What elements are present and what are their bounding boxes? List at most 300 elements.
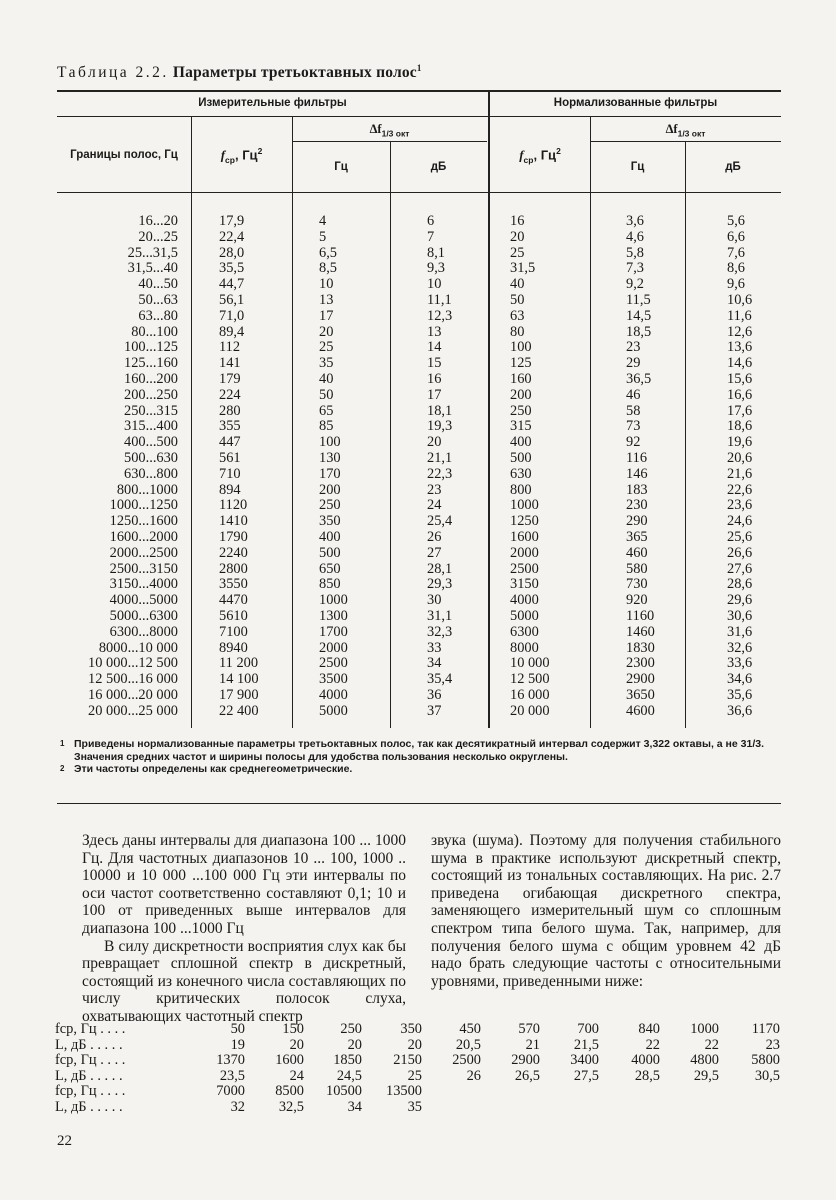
page-number: 22 [57, 1133, 72, 1149]
freq-table-cell: 250 [340, 1021, 362, 1037]
freq-table-cell: 1170 [751, 1021, 780, 1037]
table-cell-band: 80...100 [131, 323, 178, 340]
table-cell-band: 2500...3150 [109, 560, 178, 577]
table-cell-df-hz-norm: 92 [626, 434, 641, 451]
table-cell-df-hz: 6,5 [319, 244, 337, 261]
caption-footnote-mark: 1 [416, 63, 422, 73]
column-bands [60, 214, 178, 720]
table-cell-df-hz: 1700 [319, 623, 348, 640]
table-cell-df-db-norm: 7,6 [727, 244, 745, 261]
table-cell-df-db-norm: 36,6 [727, 702, 753, 719]
table-cell-fcp: 11 200 [219, 655, 259, 672]
table-cell-band: 800...1000 [116, 481, 178, 498]
freq-table-cell: 21,5 [573, 1036, 599, 1053]
table-cell-fcp-norm: 6300 [510, 623, 539, 640]
freq-table-cell: 25 [407, 1067, 422, 1084]
table-cell-df-db: 24 [427, 497, 442, 514]
table-cell-band: 200...250 [124, 386, 178, 403]
table-cell-df-db: 21,1 [427, 449, 453, 466]
table-cell-fcp: 447 [219, 434, 241, 451]
freq-table-col [610, 1022, 660, 1084]
table-bottom-rule [57, 803, 781, 804]
table-cell-df-db-norm: 23,6 [727, 497, 753, 514]
freq-table-row-label: L, дБ . . . . . [55, 1067, 123, 1084]
table-cell-df-hz: 65 [319, 402, 334, 419]
table-cell-df-db-norm: 32,6 [727, 639, 753, 656]
table-cell-fcp-norm: 100 [510, 339, 532, 356]
freq-table-cell: 24,5 [336, 1067, 362, 1084]
header-fcp-norm: $f_{ср}$, $Гц^2$ [519, 146, 561, 165]
table-cell-fcp-norm: 4000 [510, 592, 539, 609]
table-cell-fcp: 3550 [219, 576, 248, 593]
column-fcp-norm [510, 214, 580, 720]
footnote-2: 2 Эти частоты определены как среднегеометрические. [60, 763, 353, 775]
freq-table-cell: 20 [289, 1036, 304, 1053]
table-cell-df-db: 13 [427, 323, 442, 340]
freq-table-cell: 23 [765, 1036, 780, 1053]
table-cell-df-hz: 850 [319, 576, 341, 593]
table-cell-fcp: 8940 [219, 639, 248, 656]
table-cell-df-db: 6 [427, 213, 435, 229]
header-bands: Границы полос, Гц [70, 149, 178, 161]
freq-table-cell: 24 [289, 1067, 304, 1084]
table-cell-df-db-norm: 20,6 [727, 449, 753, 466]
col-divider-2 [292, 116, 293, 728]
table-cell-band: 630...800 [124, 465, 178, 482]
table-cell-df-hz: 350 [319, 513, 341, 530]
group-divider [488, 92, 490, 728]
freq-table-cell: 8500 [275, 1083, 304, 1100]
freq-table-cell: 10500 [326, 1083, 362, 1100]
freq-table-cell: 27,5 [573, 1067, 599, 1084]
freq-table-cell: 32 [230, 1098, 245, 1115]
freq-table-col [669, 1022, 719, 1084]
table-cell-df-hz-norm: 365 [626, 528, 648, 545]
table-cell-df-hz-norm: 5,8 [626, 244, 644, 261]
table-cell-fcp: 112 [219, 339, 241, 356]
table-cell-fcp: 710 [219, 465, 241, 482]
table-cell-df-hz-norm: 460 [626, 544, 648, 561]
table-cell-band: 4000...5000 [109, 592, 178, 609]
table-cell-df-db-norm: 5,6 [727, 213, 745, 229]
table-cell-fcp-norm: 16 000 [510, 686, 550, 703]
table-cell-fcp-norm: 250 [510, 402, 532, 419]
table-cell-df-db-norm: 9,6 [727, 276, 745, 293]
table-cell-df-db: 33 [427, 639, 442, 656]
table-cell-df-hz-norm: 230 [626, 497, 648, 514]
table-cell-df-hz: 130 [319, 449, 341, 466]
table-cell-df-db-norm: 19,6 [727, 434, 753, 451]
table-cell-band: 5000...6300 [109, 607, 178, 624]
table-cell-fcp-norm: 315 [510, 418, 532, 435]
header-fcp-measured: $f_{ср}$, $Гц^2$ [220, 146, 263, 165]
freq-table-labels [55, 1022, 185, 1116]
col-divider-1 [191, 116, 192, 728]
table-cell-fcp: 894 [219, 481, 241, 498]
table-cell-band: 50...63 [138, 291, 178, 308]
table-cell-df-hz-norm: 2900 [626, 671, 655, 688]
freq-table-row-label: L, дБ . . . . . [55, 1098, 123, 1115]
header-rule-1 [57, 116, 781, 117]
table-cell-fcp: 35,5 [219, 260, 245, 277]
table-cell-band: 250...315 [124, 402, 178, 419]
table-cell-df-db: 11,1 [427, 291, 452, 308]
table-cell-fcp-norm: 20 [510, 228, 525, 245]
table-cell-df-hz-norm: 730 [626, 576, 648, 593]
freq-table-cell: 2150 [393, 1052, 422, 1069]
table-cell-df-db-norm: 13,6 [727, 339, 753, 356]
table-cell-fcp-norm: 2500 [510, 560, 539, 577]
freq-table-cell: 26,5 [514, 1067, 540, 1084]
table-cell-fcp: 56,1 [219, 291, 245, 308]
header-normalized: Нормализованные фильтры [553, 97, 718, 109]
table-cell-df-hz-norm: 73 [626, 418, 641, 435]
table-cell-df-db-norm: 26,6 [727, 544, 753, 561]
table-cell-df-db: 20 [427, 434, 442, 451]
table-cell-df-db: 36 [427, 686, 442, 703]
table-cell-fcp-norm: 80 [510, 323, 525, 340]
freq-table-cell: 13500 [386, 1083, 422, 1100]
table-cell-band: 20 000...25 000 [88, 702, 178, 719]
body-left-paragraph-2: В силу дискретности восприятия слух как бы превращает сплошной спектр в дискретный, состоящий из конечного числа составляющих по числу критических полосок слуха, охватывающих частотный спектр [82, 937, 406, 1025]
table-cell-df-db: 22,3 [427, 465, 453, 482]
freq-table-col [549, 1022, 599, 1084]
table-cell-fcp: 561 [219, 449, 241, 466]
table-cell-band: 125...160 [124, 355, 178, 372]
table-cell-df-db-norm: 15,6 [727, 370, 753, 387]
table-cell-fcp-norm: 16 [510, 213, 525, 229]
table-cell-fcp: 17,9 [219, 213, 245, 229]
freq-table-cell: 21 [525, 1036, 540, 1053]
table-cell-df-hz-norm: 46 [626, 386, 641, 403]
table-cell-df-db-norm: 29,6 [727, 592, 753, 609]
table-cell-fcp: 22,4 [219, 228, 245, 245]
table-cell-fcp: 22 400 [219, 702, 259, 719]
freq-table-col [312, 1022, 362, 1116]
table-cell-df-db: 14 [427, 339, 442, 356]
table-cell-df-hz-norm: 3650 [626, 686, 655, 703]
freq-table-cell: 700 [577, 1021, 599, 1037]
table-cell-df-db: 30 [427, 592, 442, 609]
table-cell-fcp-norm: 5000 [510, 607, 539, 624]
table-cell-fcp-norm: 63 [510, 307, 525, 324]
freq-table-cell: 150 [282, 1021, 304, 1037]
freq-table-cell: 20 [407, 1036, 422, 1053]
freq-table-cell: 22 [704, 1036, 719, 1053]
table-cell-df-db-norm: 30,6 [727, 607, 753, 624]
freq-table-cell: 2500 [452, 1052, 481, 1069]
col-divider-3 [390, 141, 391, 728]
table-cell-df-db: 28,1 [427, 560, 453, 577]
table-cell-df-db-norm: 16,6 [727, 386, 753, 403]
freq-table-col [490, 1022, 540, 1084]
table-cell-fcp: 1790 [219, 528, 248, 545]
table-cell-band: 8000...10 000 [98, 639, 178, 656]
freq-table-cell: 34 [347, 1098, 362, 1115]
table-cell-df-db-norm: 10,6 [727, 291, 753, 308]
table-cell-df-db: 12,3 [427, 307, 453, 324]
table-cell-band: 6300...8000 [109, 623, 178, 640]
body-right-paragraph-1: звука (шума). Поэтому для получения стабильного шума в практике используют дискретный спектр, состоящий из тональных составляющих. На рис. 2.7 приведена огибающая дискретного спектра, заменяющего измерительный шум со сплошным спектром типа белого шума. Так, например, для получения белого шума с общим уровнем 42 дБ надо брать следующие частоты с относительными уровнями, приведенными ниже: [431, 832, 781, 990]
table-cell-df-db: 8,1 [427, 244, 445, 261]
table-cell-df-db: 19,3 [427, 418, 453, 435]
freq-table-cell: 23,5 [219, 1067, 245, 1084]
freq-table-cell: 2900 [511, 1052, 540, 1069]
table-cell-fcp-norm: 800 [510, 481, 532, 498]
body-left-paragraph-1: Здесь даны интервалы для диапазона 100 ... 1000 Гц. Для частотных диапазонов 10 ... 100, 1000 .. 10000 и 10 000 ...100 000 Гц эти интервалы по оси частот соответственно составляют 0,1; 10 и 100 от приведенных выше интервалов для диапазона 100 ...1000 Гц [82, 832, 406, 937]
table-cell-df-db-norm: 21,6 [727, 465, 753, 482]
table-cell-fcp-norm: 8000 [510, 639, 539, 656]
table-cell-band: 160...200 [124, 370, 178, 387]
table-cell-fcp: 4470 [219, 592, 248, 609]
header-hz-norm: Гц [630, 161, 645, 173]
freq-table-cell: 28,5 [634, 1067, 660, 1084]
table-cell-df-db-norm: 14,6 [727, 355, 753, 372]
freq-table-cell: 26 [466, 1067, 481, 1084]
table-cell-df-hz: 1300 [319, 607, 348, 624]
freq-table-cell: 1000 [690, 1021, 719, 1037]
freq-table-cell: 29,5 [693, 1067, 719, 1084]
table-cell-fcp: 355 [219, 418, 241, 435]
freq-table-cell: 22 [645, 1036, 660, 1053]
table-cell-df-hz-norm: 920 [626, 592, 648, 609]
table-cell-df-db-norm: 12,6 [727, 323, 753, 340]
table-cell-band: 25...31,5 [127, 244, 178, 261]
table-cell-df-hz: 250 [319, 497, 341, 514]
table-cell-df-db: 32,3 [427, 623, 453, 640]
freq-table-cell: 20 [347, 1036, 362, 1053]
table-caption [57, 63, 422, 82]
table-cell-df-hz: 40 [319, 370, 334, 387]
table-cell-band: 31,5...40 [127, 260, 178, 277]
table-cell-fcp-norm: 20 000 [510, 702, 550, 719]
header-measuring: Измерительные фильтры [198, 97, 347, 109]
footnote-1: 1 Приведены нормализованные параметры третьоктавных полос, так как десятикратный интервал содержит 3,322 октавы, а не 31/3. Значения средних частот и ширины полосы для удобства пользования несколько округлены. [60, 738, 764, 763]
table-cell-df-hz: 3500 [319, 671, 348, 688]
table-cell-band: 63...80 [138, 307, 178, 324]
col-divider-5 [685, 141, 686, 728]
table-cell-df-hz: 8,5 [319, 260, 337, 277]
table-cell-df-db: 7 [427, 228, 435, 245]
footnotes [60, 738, 782, 776]
table-cell-df-hz: 5 [319, 228, 327, 245]
freq-table-col [431, 1022, 481, 1084]
header-bottom-rule [57, 192, 781, 193]
table-cell-df-hz-norm: 183 [626, 481, 648, 498]
table-cell-df-hz: 650 [319, 560, 341, 577]
table-cell-df-hz-norm: 4,6 [626, 228, 644, 245]
header-db-measured: дБ [430, 161, 447, 173]
table-cell-band: 16...20 [138, 213, 178, 229]
table-cell-fcp: 280 [219, 402, 241, 419]
table-cell-df-db-norm: 34,6 [727, 671, 753, 688]
freq-table-cell: 1600 [275, 1052, 304, 1069]
table-cell-fcp-norm: 31,5 [510, 260, 536, 277]
table-cell-fcp: 14 100 [219, 671, 259, 688]
table-cell-df-db-norm: 18,6 [727, 418, 753, 435]
table-cell-df-db: 9,3 [427, 260, 445, 277]
table-cell-fcp: 28,0 [219, 244, 245, 261]
freq-table-row-label: fср, Гц . . . . [55, 1052, 126, 1069]
table-cell-df-hz-norm: 11,5 [626, 291, 651, 308]
table-cell-fcp-norm: 200 [510, 386, 532, 403]
table-cell-fcp: 5610 [219, 607, 248, 624]
table-cell-df-db-norm: 6,6 [727, 228, 745, 245]
table-cell-fcp-norm: 50 [510, 291, 525, 308]
column-df-db-measured [427, 214, 487, 720]
table-cell-df-hz: 20 [319, 323, 334, 340]
table-cell-fcp-norm: 160 [510, 370, 532, 387]
table-cell-df-db: 15 [427, 355, 442, 372]
table-cell-fcp-norm: 10 000 [510, 655, 550, 672]
column-df-hz-measured [319, 214, 379, 720]
table-cell-df-db-norm: 22,6 [727, 481, 753, 498]
table-cell-df-hz: 50 [319, 386, 334, 403]
table-cell-df-db-norm: 35,6 [727, 686, 753, 703]
column-fcp-measured [219, 214, 279, 720]
table-cell-df-hz-norm: 580 [626, 560, 648, 577]
table-cell-df-hz-norm: 290 [626, 513, 648, 530]
table-cell-df-hz: 25 [319, 339, 334, 356]
table-cell-df-hz: 4000 [319, 686, 348, 703]
table-cell-band: 20...25 [138, 228, 178, 245]
table-cell-fcp: 141 [219, 355, 241, 372]
table-cell-df-db-norm: 33,6 [727, 655, 753, 672]
freq-table-cell: 7000 [216, 1083, 245, 1100]
table-cell-df-hz: 35 [319, 355, 334, 372]
table-cell-df-db-norm: 24,6 [727, 513, 753, 530]
table-cell-df-hz-norm: 146 [626, 465, 648, 482]
header-df-measured: $\Delta f_{1/3 окт}$ [369, 122, 410, 139]
table-cell-band: 1000...1250 [109, 497, 178, 514]
table-cell-fcp-norm: 12 500 [510, 671, 550, 688]
table-cell-df-db-norm: 28,6 [727, 576, 753, 593]
freq-table-col [730, 1022, 780, 1084]
table-cell-fcp-norm: 2000 [510, 544, 539, 561]
table-cell-df-db: 18,1 [427, 402, 453, 419]
table-cell-band: 100...125 [124, 339, 178, 356]
freq-table-cell: 32,5 [278, 1098, 304, 1115]
body-right-column [431, 832, 781, 990]
table-cell-fcp: 71,0 [219, 307, 245, 324]
table-cell-df-hz: 10 [319, 276, 334, 293]
table-cell-df-hz-norm: 2300 [626, 655, 655, 672]
table-cell-fcp-norm: 125 [510, 355, 532, 372]
table-cell-fcp: 2800 [219, 560, 248, 577]
column-df-db-norm [727, 214, 781, 720]
table-cell-df-hz: 1000 [319, 592, 348, 609]
freq-table-cell: 3400 [570, 1052, 599, 1069]
table-cell-band: 3150...4000 [109, 576, 178, 593]
header-hz-measured: Гц [334, 161, 348, 173]
table-cell-df-db-norm: 31,6 [727, 623, 753, 640]
table-cell-fcp: 1120 [219, 497, 248, 514]
table-cell-df-hz-norm: 14,5 [626, 307, 652, 324]
table-cell-fcp-norm: 400 [510, 434, 532, 451]
freq-table-cell: 20,5 [455, 1036, 481, 1053]
table-cell-df-hz: 4 [319, 213, 327, 229]
header-db-norm: дБ [725, 161, 741, 173]
table-cell-band: 1600...2000 [109, 528, 178, 545]
table-cell-band: 2000...2500 [109, 544, 178, 561]
table-cell-fcp-norm: 1250 [510, 513, 539, 530]
table-cell-df-hz-norm: 1830 [626, 639, 655, 656]
table-cell-fcp-norm: 1000 [510, 497, 539, 514]
freq-table-col [195, 1022, 245, 1116]
table-cell-df-db: 31,1 [427, 607, 453, 624]
freq-table-cell: 350 [400, 1021, 422, 1037]
table-cell-df-hz: 170 [319, 465, 341, 482]
table-cell-df-hz-norm: 1160 [626, 607, 655, 624]
caption-title: Параметры третьоктавных полос [172, 64, 417, 82]
caption-label: Таблица 2.2. [57, 64, 169, 82]
table-cell-band: 16 000...20 000 [88, 686, 178, 703]
table-cell-df-hz-norm: 36,5 [626, 370, 652, 387]
table-cell-df-hz-norm: 23 [626, 339, 641, 356]
table-cell-df-db-norm: 8,6 [727, 260, 745, 277]
freq-table-cell: 570 [518, 1021, 540, 1037]
table-cell-fcp: 89,4 [219, 323, 245, 340]
table-cell-df-hz: 85 [319, 418, 334, 435]
table-cell-fcp: 44,7 [219, 276, 245, 293]
freq-table-cell: 30,5 [754, 1067, 780, 1084]
table-cell-fcp: 2240 [219, 544, 248, 561]
table-cell-df-hz: 400 [319, 528, 341, 545]
table-cell-df-db: 23 [427, 481, 442, 498]
freq-table-row-label: L, дБ . . . . . [55, 1036, 123, 1053]
column-df-hz-norm [626, 214, 684, 720]
table-cell-band: 12 500...16 000 [88, 671, 178, 688]
table-cell-band: 315...400 [124, 418, 178, 435]
table-cell-fcp-norm: 40 [510, 276, 525, 293]
table-cell-band: 400...500 [124, 434, 178, 451]
table-cell-fcp: 1410 [219, 513, 248, 530]
table-cell-df-db: 35,4 [427, 671, 453, 688]
table-top-rule [57, 90, 781, 92]
table-cell-df-db: 29,3 [427, 576, 453, 593]
col-divider-4 [590, 116, 591, 728]
table-cell-df-hz: 2500 [319, 655, 348, 672]
freq-table-row-label: fср, Гц . . . . [55, 1083, 126, 1100]
table-cell-df-hz-norm: 3,6 [626, 213, 644, 229]
table-cell-fcp: 7100 [219, 623, 248, 640]
table-cell-df-hz-norm: 18,5 [626, 323, 652, 340]
header-df-norm: $\Delta f_{1/3 окт}$ [665, 122, 706, 139]
table-cell-df-db: 25,4 [427, 513, 453, 530]
table-cell-df-hz-norm: 1460 [626, 623, 655, 640]
freq-table-cell: 840 [638, 1021, 660, 1037]
table-cell-fcp-norm: 630 [510, 465, 532, 482]
table-cell-band: 1250...1600 [109, 513, 178, 530]
table-cell-fcp-norm: 500 [510, 449, 532, 466]
table-cell-df-hz: 2000 [319, 639, 348, 656]
freq-table-cell: 450 [459, 1021, 481, 1037]
freq-table-cell: 35 [407, 1098, 422, 1115]
freq-table-row-label: fср, Гц . . . . [55, 1021, 126, 1037]
table-cell-df-hz: 500 [319, 544, 341, 561]
table-cell-df-hz: 200 [319, 481, 341, 498]
table-cell-df-hz: 13 [319, 291, 334, 308]
table-cell-df-db-norm: 11,6 [727, 307, 752, 324]
freq-table-cell: 19 [230, 1036, 245, 1053]
table-cell-df-hz-norm: 29 [626, 355, 641, 372]
table-cell-df-hz: 5000 [319, 702, 348, 719]
freq-table-cell: 1850 [333, 1052, 362, 1069]
table-cell-df-hz-norm: 116 [626, 449, 648, 466]
table-cell-df-hz: 100 [319, 434, 341, 451]
freq-table-cell: 4800 [690, 1052, 719, 1069]
freq-table-col [372, 1022, 422, 1116]
